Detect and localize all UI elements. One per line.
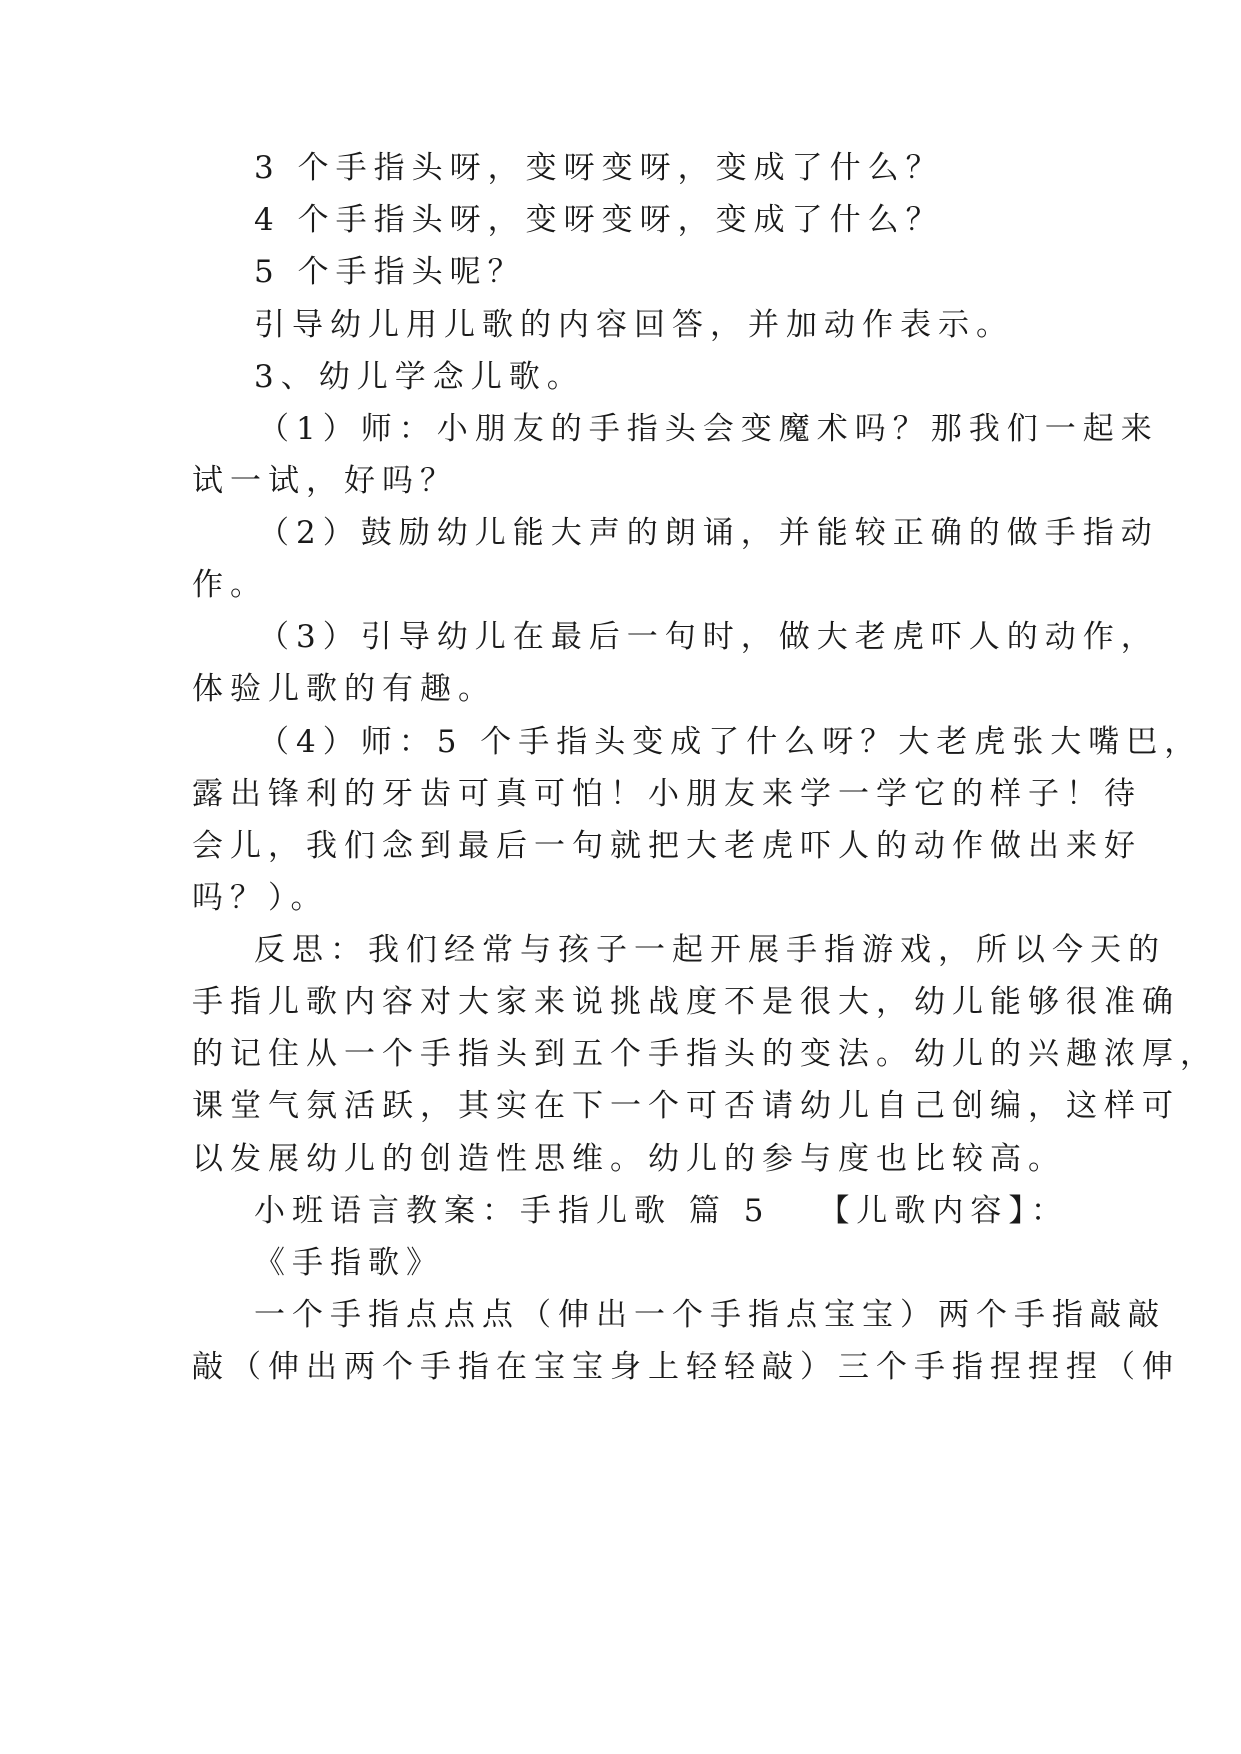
text-line: 3 个手指头呀，变呀变呀，变成了什么？ — [254, 150, 944, 186]
text-line: 的记住从一个手指头到五个手指头的变法。幼儿的兴趣浓厚， — [192, 1036, 1218, 1072]
text-line: 以发展幼儿的创造性思维。幼儿的参与度也比较高。 — [192, 1141, 1066, 1177]
text-line: 3、幼儿学念儿歌。 — [254, 359, 585, 395]
text-line: （1）师：小朋友的手指头会变魔术吗？那我们一起来 — [258, 411, 1159, 447]
section-heading-line — [254, 1191, 1134, 1231]
text-line: 试一试，好吗？ — [192, 463, 458, 499]
text-line: 一个手指点点点（伸出一个手指点宝宝）两个手指敲敲 — [254, 1297, 1166, 1333]
text-line: 5 个手指头呢？ — [254, 254, 526, 290]
text-line: 课堂气氛活跃，其实在下一个可否请幼儿自己创编，这样可 — [192, 1088, 1180, 1124]
text-line: 露出锋利的牙齿可真可怕！小朋友来学一学它的样子！待 — [192, 776, 1142, 812]
text-line: 会儿，我们念到最后一句就把大老虎吓人的动作做出来好 — [192, 828, 1142, 864]
text-line: 引导幼儿用儿歌的内容回答，并加动作表示。 — [254, 307, 1014, 343]
text-line: 反思：我们经常与孩子一起开展手指游戏，所以今天的 — [254, 932, 1166, 968]
text-line: （4）师：5 个手指头变成了什么呀？大老虎张大嘴巴， — [258, 724, 1203, 760]
text-line: 敲（伸出两个手指在宝宝身上轻轻敲）三个手指捏捏捏（伸 — [192, 1349, 1180, 1385]
text-line: （3）引导幼儿在最后一句时，做大老虎吓人的动作， — [258, 619, 1159, 655]
text-line: 体验儿歌的有趣。 — [192, 671, 496, 707]
text-line: 4 个手指头呀，变呀变呀，变成了什么？ — [254, 202, 944, 238]
text-line: 吗？）。 — [192, 880, 329, 916]
section-title: 小班语言教案：手指儿歌 篇 5 — [254, 1193, 771, 1229]
text-line: 作。 — [192, 567, 268, 603]
song-title: 《手指歌》 — [254, 1245, 444, 1281]
song-content-label: 【儿歌内容】： — [818, 1193, 1069, 1229]
text-line: 手指儿歌内容对大家来说挑战度不是很大，幼儿能够很准确 — [192, 984, 1180, 1020]
text-line: （2）鼓励幼儿能大声的朗诵，并能较正确的做手指动 — [258, 515, 1159, 551]
